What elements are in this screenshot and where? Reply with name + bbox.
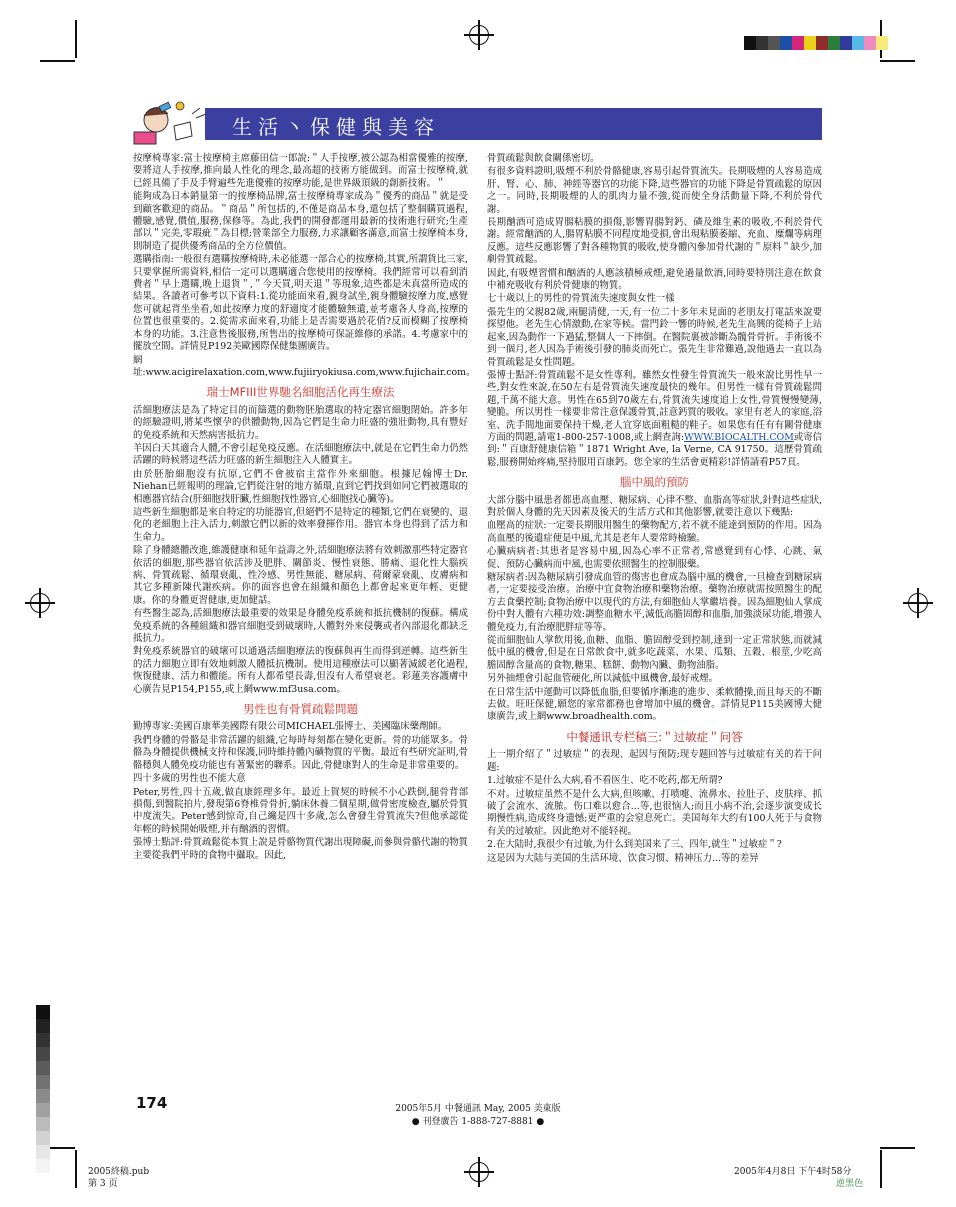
- paragraph: 除了身體總體改進,維護健康和延年益壽之外,活細胞療法將有效刺激那些特定器官依活的細胞,那些器官依活涉及肥胖、關節炎、慢性衰態、勝痛、退化性大腦疾病、骨質疏鬆、循環衰亂、性冷感、男性無能、糖尿病、荷爾蒙衰亂、皮膚病和其它多種新陳代謝疾病。你的面容也會在組織和顏色上都會起來更年輕、更健康。你的身體更習健康,更加健話。: [133, 545, 468, 606]
- registration-mark: [30, 593, 50, 613]
- paragraph: 这是因为大陆与美国的生活环境、饮食习惯、精神压力...等的差异: [487, 852, 759, 864]
- paragraph: 網址:www.acigirelaxation.com,www.fujiiryokiusa.com,www.fujichair.com。: [133, 354, 476, 378]
- crop-mark: [880, 1147, 915, 1149]
- paragraph: 張博士點評:骨質疏鬆從本質上說是骨骼物質代謝出現障礙,而參與骨骼代謝的物質主要從我們平時的食物中攝取。因此,: [133, 837, 468, 861]
- paragraph: 2.在大陆时,我很少有过敏,为什么到美国来了三、四年,就生＂过敏症＂?: [487, 839, 782, 851]
- bullet-icon: ●: [411, 1117, 420, 1127]
- paragraph: 能夠成為日本銷量第一的按摩椅品牌,富士按摩椅專家成為＂優秀的商品＂就是受到顧客歡迎的商品。＂商品＂所包括的,不僅是商品本身,還包括了整個購買過程,體驗,感覺,價值,服務,保修等。為此,我們的開發都運用最新的技術進行研究;生產部以＂完美,零瑕疵＂為目標;營業部全力服務,力求讓顧客滿意,而富士按摩椅本身,則制造了提供優秀商品的全方位價值。: [133, 191, 468, 252]
- slug-filename: 2005終稿.pub: [88, 1167, 150, 1177]
- paragraph: 因此,有吸煙習慣和酗酒的人應該積極戒煙,避免過量飲酒,同時要特別注意在飲食中補充吸收有利於骨健康的物質。: [487, 267, 822, 292]
- paragraph: 不对。过敏症虽然不是什么大病,但咳嗽、打喷嚏、流鼻水、拉肚子、皮肤痒、抓破了会流水、流脓。伤口难以愈合...等,也很恼人;而且小病不治,会逐步演变成长期慢性病,造成终身遗憾;更严重的会窒息死亡。美国每年大约有100人死于与食物有关的过敏症。因此绝对不能轻视。: [487, 788, 822, 837]
- paragraph: 由於胚胎細胞沒有抗原,它們不會被宿主當作外來細胞。根據尼翰博士Dr. Niehan已經報明的理論,它們從注射的地方循環,直到它們找到如同它們被選取的相應器官結合(肝細胞找肝臟,性細胞找性器官,心細胞找心臟等)。: [133, 468, 468, 505]
- color-calibration-bar: [744, 36, 888, 50]
- section-title: 生活丶保健與美容: [232, 115, 440, 139]
- registration-mark: [469, 1162, 489, 1182]
- crop-mark: [40, 60, 75, 62]
- paragraph: 張先生的父親82歲,兩腿清健,一天,有一位二十多年未見面的老朋友打電話來說要探望他。老先生心情激動,在家等候。當門鈴一響的時候,老先生高興的從椅子上站起來,因為動作一下過猛,整個人一下摔倒。在醫院裏被診斷為髖骨骨折。手術後不到一個月,老人因為手術後引發的肺炎而死亡。張先生非常難過,說他過去一直以為骨質疏鬆是女性問題。: [487, 306, 822, 368]
- paragraph: 糖尿病者:因為糖尿病引發成血管的傷害也會成為腦中風的機會,一旦檢查到糖尿病者,一定要接受治療。治療中宜食物治療和藥物治療。藥物治療就需按照醫生的配方去食藥控制;食物治療中以現代的方法,有細胞仙人掌繼培養。因為細胞仙人掌成份中對人體有六種功效:調整血糖水平,減低高膽固醇和血脂,加強淡尿功能,增強人體免疫力,有治療肥胖症等等。: [487, 572, 822, 633]
- paragraph: 按摩椅專家:富士按摩椅主席藤田信一郎說:＂人手按摩,被公認為相當優雅的按摩,要將這人手按摩,推向最人性化的理念,最高超的技術方能做到。而富士按摩椅,就已經具備了手及手臂遍些先進優雅的按摩功能,是世界級頂級的創新技術。＂: [133, 153, 468, 189]
- paragraph: 我們身體的骨骼是非常活躍的組織,它每時每刻都在變化更新。骨的功能眾多。骨骼為身體提供機械支持和保護,同時維持體內礦物質的平衡。最近有些研究証明,骨骼穩與人體免疫功能也有著緊密的聯系。因此,骨健康對人的生命是非常重要的。: [133, 734, 468, 771]
- slug-plate: 逆黑色: [836, 1179, 864, 1189]
- crop-mark: [75, 20, 77, 58]
- paragraph: 心臟病病者:其患者是容易中風,因為心率不正常者,常感覺到有心悸、心跳、氣促、預防心臟病而中風,也需要依照醫生的控制服藥。: [487, 546, 822, 570]
- paragraph: 有很多資料證明,吸煙不利於骨骼健康,容易引起骨質流失。長期吸煙的人容易造成肝、腎、心、肺、神經等器官的功能下降,這些器官的功能下降是骨質疏鬆的原因之一。同時,長期吸煙的人的肌肉力量不強,從而使全身活動量下降,不利於骨代謝。: [487, 166, 822, 215]
- article-heading: 中餐通讯专栏稿三:＂过敏症＂问答: [566, 729, 743, 744]
- bullet-icon: ●: [536, 1117, 545, 1127]
- paragraph: 從而細胞仙人掌飲用後,血糖、血脂、膽固醇受到控制,達到一定正常狀態,而就減低中風的機會,但是在日常飲食中,就多吃蔬菜、水果、瓜類、五穀、根莖,少吃高膽固醇含量高的食物,糖果、糕餅、動物內臟、動物油脂。: [487, 635, 822, 671]
- crop-mark: [880, 1150, 882, 1188]
- article-heading: 腦中風的預防: [620, 475, 689, 490]
- slug-page: 第 3 页: [88, 1179, 118, 1189]
- paragraph-text: 或寄信到:＂百康舒健康信箱＂1871 Wright Ave, la Verne, CA 91750。這歷骨質疏鬆,服務開始疼痛,堅持服用百康鈣。您全家的生活會更精彩!詳情請看P57頁。: [487, 431, 822, 468]
- crop-mark: [880, 60, 915, 62]
- left-column: [133, 153, 476, 863]
- registration-mark: [908, 593, 928, 613]
- right-column: [487, 153, 822, 866]
- registration-mark: [469, 25, 489, 45]
- paragraph: 對免疫系統器官的破壞可以通過活細胞療法的復蘇與再生而得到逆轉。這些新生的活力細胞立即有效地刺激人體抵抗機制。使用這種療法可以顯著減緩老化過程,恢復健康、活力和體能。所有人都希望長壽,但沒有人希望衰老。彩蓮美容護膚中心廣告見P154,P155,或上網www.mf3usa.com。: [133, 646, 468, 695]
- paragraph: 在日常生活中運動可以降低血脂,但要循序漸進的進步、柔軟體操,而且每天的不斷去做。旺旺保健,願您的家常都務也會增加中風的機會。詳情見P115美國博大健康廣告,或上網www.broadhealth.com。: [487, 686, 822, 723]
- website-link[interactable]: WWW.BIOCALTH.COM: [684, 431, 794, 443]
- footer-publication-line: 2005年5月 中餐通訊 May, 2005 美東版: [395, 1104, 561, 1114]
- paragraph: 羊因白天其適合人體,不會引起免疫反應。在活細胞療法中,就是在它們生命力仍然活躍的時候將這些活力旺盛的新生細胞注入人體實主。: [133, 442, 468, 467]
- footer-ad-text: 刊登廣告 1-888-727-8881: [422, 1117, 534, 1127]
- paragraph: 選購指南:一般很有選購按摩椅時,未必能選一部合心的按摩椅,其實,所謂貨比三家,只要掌握所需資料,相信一定可以選購適合您使用的按摩椅。我們經常可以看到消費者＂早上選購,晚上退貨＂,＂今天買,明天退＂等現象,這些都是未真當所造成的結果。各讀者可參考以下資料:1.從功能面來看,親身試坐,親身體驗按摩力度,感覺您可就起背坐坐看,如此按摩力度的舒適度才能體驗無遺,並考慮各人身高,按摩的位置也很重要的。2.從需求面來看,功能上是否需要過於花俏?反而模糊了按摩椅本身的功能。3.注意售後服務,所售出的按摩椅可保証維修的承諾。4.考慮家中的擺放空間。詳情見P192美歐國際保健集團廣告。: [133, 254, 468, 353]
- slug-datetime: 2005年4月8日 下午4时58分: [734, 1167, 852, 1177]
- gray-calibration-bar: [36, 1005, 50, 1173]
- footer-ad-line: [0, 1116, 956, 1128]
- paragraph: 骨質疏鬆與飲食關係密切。: [487, 153, 600, 164]
- paragraph: 血壓高的症狀:一定要長期服用醫生的藥物配方,若不就不能達到預防的作用。因為高血壓的後遺症便是中風,尤其是老年人要常時檢驗。: [487, 520, 822, 544]
- paragraph: 這些新生細胞都是來自特定的功能器官,但絕們不是特定的種類,它們在衰變的、退化的老細胞上注入活力,刺激它們以新的效率發揮作用。器官本身也得到了活力和生命力。: [133, 506, 468, 543]
- paragraph: 上一期介绍了＂过敏症＂的表现、起因与预防;现专题回答与过敏症有关的若干问题:: [487, 749, 822, 773]
- crop-mark: [75, 1150, 77, 1188]
- paragraph: 長期酗酒可造成胃腸粘膜的損傷,影響胃腸對鈣、磷及維生素的吸收,不利於骨代謝。經常酗酒的人,腸胃粘膜不同程度地受損,會出現粘膜萎縮、充血、糜爛等病理反應。這些反應影響了對各種物質的吸收,使身體內參加骨代謝的＂原料＂缺少,加劇骨質疏鬆。: [487, 217, 822, 266]
- page-number: 174: [136, 1094, 168, 1112]
- paragraph: 勤博專家:美國百康華美國際有限公司MICHAEL張博士、美國臨床藥劑師。: [133, 721, 448, 733]
- paragraph: Peter,男性,四十五歲,做直康經理多年。最近上賀契的時候不小心跌倒,腿骨背部損傷,到醫院拍片,發現第6脊椎骨骨折,躺床休養二個星期,做骨密度檢查,屬於骨質中度流失。Peter感到惊奇,自己纔是四十多歲,怎么會發生骨質流失?但他承認從年輕的時候開始吸煙,并有酗酒的習慣。: [133, 786, 468, 835]
- paragraph-text: 張博士點評:骨質疏鬆不是女性專利。雖然女性發生骨質流失一般來說比男性早一些,對女性來說,在50左右是骨質流失速度最快的幾年。但男性一樣有骨質疏鬆問題,千萬不能大意。男性在65到70歲左右,骨質流失速度追上女性,骨質慢慢變薄,變脆。所以男性一樣要非常注意保護骨質,註意鈣質的吸收。家里有老人的家庭,浴室、洗手間地面要保持干燥,老人宜穿底面粗糙的鞋子。如果您有任有有關骨健康方面的問題,請電1-800-257-1008,或上網查詢:: [487, 369, 822, 443]
- paragraph: 1.过敏症不是什么大病,看不看医生、吃不吃药,都无所谓?: [487, 775, 723, 787]
- section-logo-illustration: [130, 96, 210, 148]
- paragraph: 活細胞療法是為了特定目的而篩選的動物胚胎選取的特定器官細胞閉始。許多年的經驗證明,將某些懷孕的供體動物,因為它們是生命力旺盛的強壯動物,具有豐好的免疫系統和天然病害抵抗力。: [133, 404, 468, 441]
- article-heading: 男性也有骨質疏鬆問題: [243, 702, 358, 717]
- article-heading: 瑞士MFIII世界馳名細胞活化再生療法: [206, 385, 395, 400]
- paragraph: 有些醫生認為,活細胞療法最重要的效果是身體免疫系統和抵抗機制的復蘇。構成免疫系統的各種組織和器官細胞受到破壞時,人體對外來侵襲或者內部退化都缺乏抵抗力。: [133, 608, 468, 645]
- paragraph: 大部分腦中風患者都患高血壓、糖尿病、心律不整、血脂高等症狀,針對這些症狀,對於個人身體的先天因素及後天的生活方式和其他影響,就要注意以下幾點:: [487, 494, 822, 518]
- paragraph: [487, 370, 822, 469]
- paragraph: 七十歲以上的男性的骨質流失速度與女性一樣: [487, 293, 675, 305]
- paragraph: 另外抽煙會引起血管硬化,所以減低中風機會,最好戒煙。: [487, 673, 718, 685]
- paragraph: 四十多歲的男性也不能大意: [133, 773, 246, 785]
